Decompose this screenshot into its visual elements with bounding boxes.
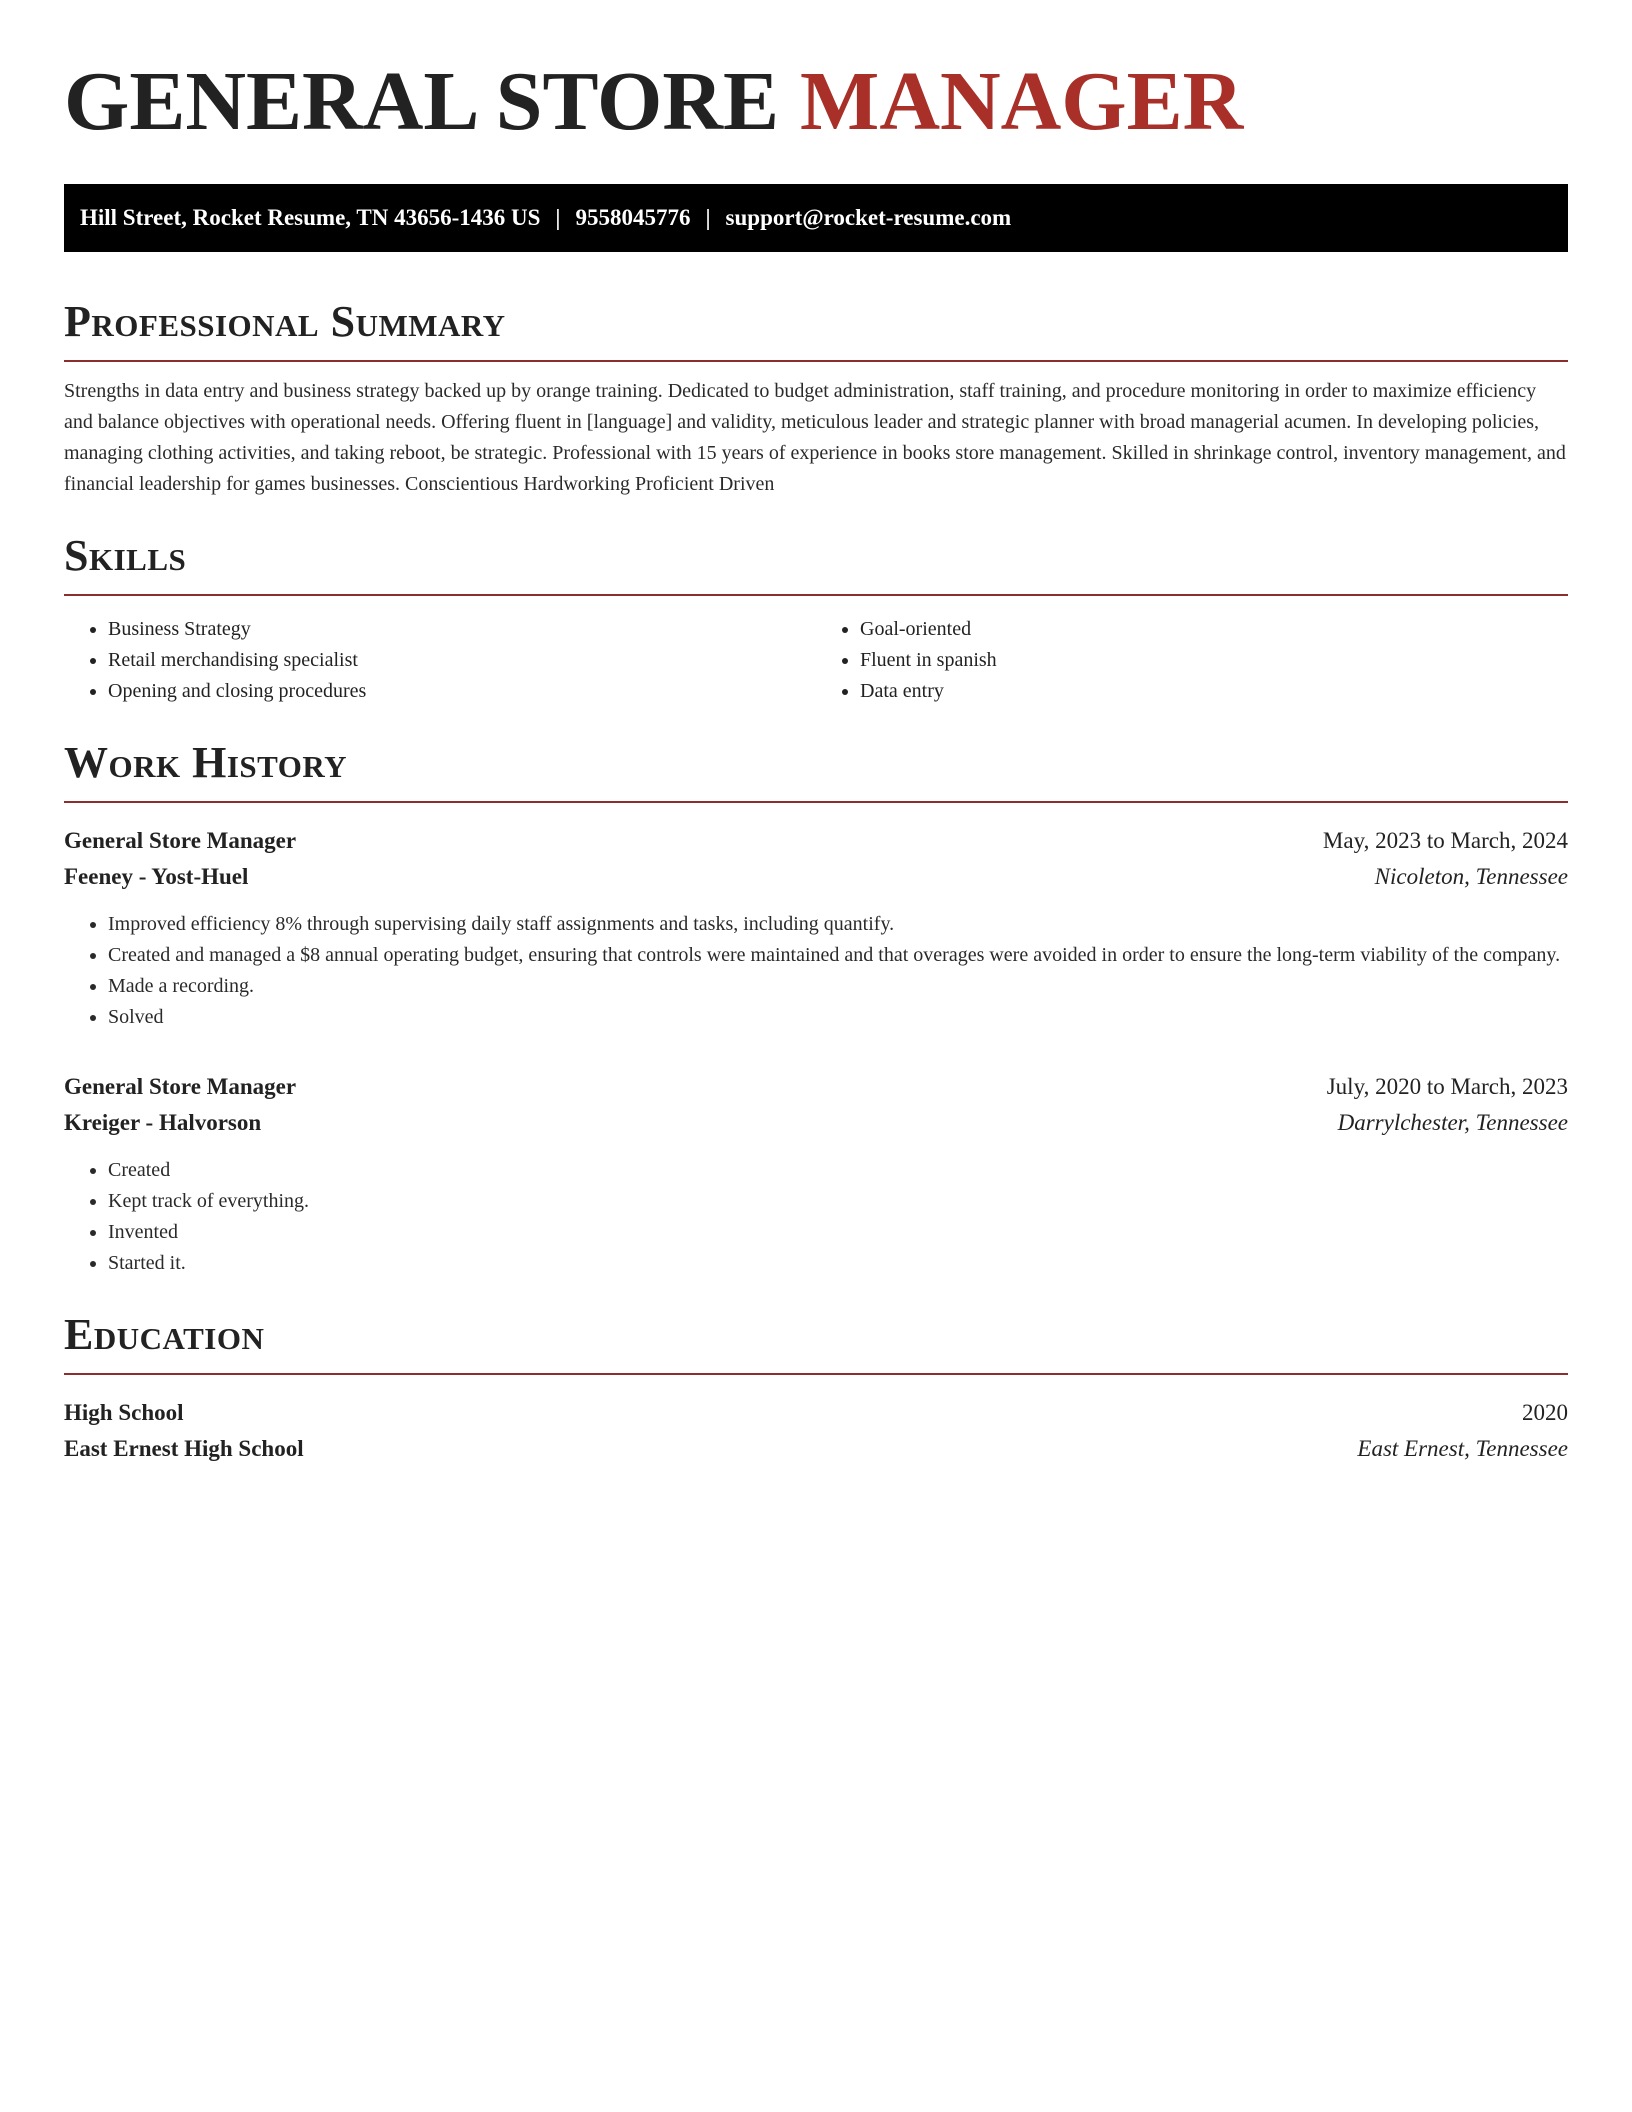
job-bullet: • Made a recording. (108, 971, 1568, 1002)
education-school: East Ernest High School (64, 1436, 304, 1461)
education-heading: Education (64, 1310, 265, 1359)
job-bullets (64, 909, 1568, 1033)
skill-item: • Data entry (860, 676, 1568, 707)
contact-bar (64, 184, 1568, 252)
contact-separator: | (555, 205, 561, 230)
contact-email[interactable]: support@rocket-resume.com (725, 205, 1012, 230)
education-location: East Ernest, Tennessee (1357, 1436, 1568, 1461)
skills-column-right (816, 614, 1568, 707)
skill-item: • Opening and closing procedures (108, 676, 816, 707)
work-history-heading: Work History (64, 738, 348, 787)
contact-separator: | (705, 205, 711, 230)
section-divider (64, 360, 1568, 362)
education-header-row (64, 1395, 1568, 1431)
summary-text: Strengths in data entry and business strategy backed up by orange training. Dedicated to budget administration, staff training, and procedure monitoring in order to maximize efficiency and balance objectives with operational needs. Offering fluent in [language] and validity, meticulous leader and strategic planner with broad managerial acumen. In developing policies, managing clothing activities, and taking reboot, be strategic. Professional with 15 years of experience in books store management. Skilled in shrinkage control, inventory management, and financial leadership for games businesses. Conscientious Hardworking Proficient Driven (64, 380, 1566, 495)
skill-item: • Fluent in spanish (860, 645, 1568, 676)
summary-heading: Professional Summary (64, 297, 506, 346)
skills-column-left (64, 614, 816, 707)
skill-item: • Goal-oriented (860, 614, 1568, 645)
skills-heading: Skills (64, 531, 187, 580)
education-entry (64, 1395, 1568, 1467)
contact-address: Hill Street, Rocket Resume, TN 43656-1436 US (80, 205, 541, 230)
job-bullet: • Invented (108, 1217, 1568, 1248)
contact-phone: 9558045776 (575, 205, 691, 230)
section-divider (64, 594, 1568, 596)
job-company-row (64, 859, 1568, 895)
job-bullet: • Created (108, 1155, 1568, 1186)
education-degree: High School (64, 1400, 184, 1425)
job-bullet: • Started it. (108, 1248, 1568, 1279)
job-bullet: • Improved efficiency 8% through supervising daily staff assignments and tasks, including quantify. (108, 909, 1568, 940)
job-header-row (64, 823, 1568, 859)
job-title: General Store Manager (64, 1074, 297, 1099)
education-year: 2020 (1522, 1400, 1568, 1425)
section-divider (64, 801, 1568, 803)
education-school-row (64, 1431, 1568, 1467)
job-header-row (64, 1069, 1568, 1105)
job-company-row (64, 1105, 1568, 1141)
skills-list (64, 614, 1568, 707)
job-bullets (64, 1155, 1568, 1279)
job-location: Nicoleton, Tennessee (1374, 864, 1568, 889)
page-title (64, 54, 1568, 150)
job-title: General Store Manager (64, 828, 297, 853)
job-company: Feeney - Yost-Huel (64, 864, 249, 889)
job-bullet: • Solved (108, 1002, 1568, 1033)
job-bullet: • Created and managed a $8 annual operating budget, ensuring that controls were maintained and that overages were avoided in order to ensure the long-term viability of the company. (108, 940, 1568, 971)
job-entry (64, 823, 1568, 1033)
job-entry (64, 1069, 1568, 1279)
title-accent: MANAGER (800, 55, 1244, 148)
title-main: GENERAL STORE (64, 55, 780, 148)
job-company: Kreiger - Halvorson (64, 1110, 262, 1135)
skill-item: • Business Strategy (108, 614, 816, 645)
job-location: Darrylchester, Tennessee (1337, 1110, 1568, 1135)
section-divider (64, 1373, 1568, 1375)
job-dates: May, 2023 to March, 2024 (1322, 828, 1568, 853)
job-dates: July, 2020 to March, 2023 (1326, 1074, 1568, 1099)
job-bullet: • Kept track of everything. (108, 1186, 1568, 1217)
skill-item: • Retail merchandising specialist (108, 645, 816, 676)
